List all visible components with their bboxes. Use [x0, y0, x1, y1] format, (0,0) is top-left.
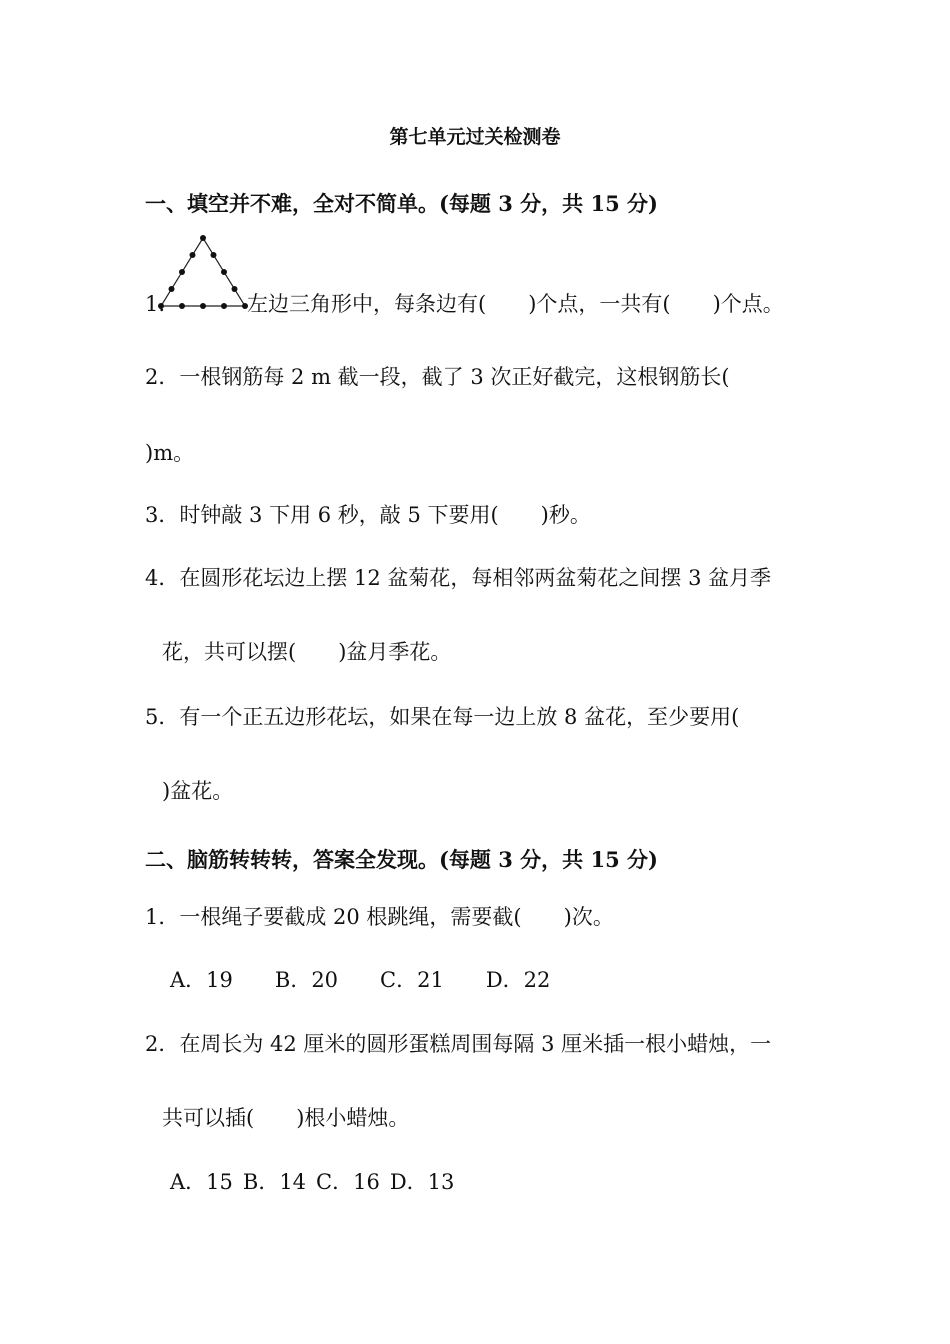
- question-1-4-line-1: 4．在圆形花坛边上摆 12 盆菊花，每相邻两盆菊花之间摆 3 盆月季: [145, 566, 772, 590]
- question-1-1-number: 1.: [145, 292, 166, 316]
- question-1-2-line-1: 2．一根钢筋每 2 m 截一段，截了 3 次正好截完，这根钢筋长(: [145, 365, 730, 389]
- option-d: D．13: [389, 1170, 455, 1194]
- question-2-2-line-2: 共可以插( )根小蜡烛。: [162, 1106, 410, 1130]
- option-a: A．19: [170, 968, 233, 992]
- question-2-2-options: [170, 1172, 464, 1193]
- question-2-2-line-1: 2．在周长为 42 厘米的圆形蛋糕周围每隔 3 厘米插一根小蜡烛，一: [145, 1032, 772, 1056]
- dotted-triangle-figure: [157, 233, 249, 313]
- question-1-5-line-2: )盆花。: [162, 779, 234, 803]
- option-d: D．22: [485, 968, 551, 992]
- question-1-2-line-2: )m。: [145, 441, 195, 465]
- question-1-1: 左边三角形中，每条边有( )个点，一共有( )个点。: [247, 292, 784, 316]
- section-1-heading: 一、填空并不难，全对不简单。(每题 3 分，共 15 分): [145, 191, 658, 216]
- question-1-4-line-2: 花，共可以摆( )盆月季花。: [162, 640, 452, 664]
- option-b: B．14: [242, 1170, 307, 1194]
- question-1-5-line-1: 5．有一个正五边形花坛，如果在每一边上放 8 盆花，至少要用(: [145, 705, 740, 729]
- option-b: B．20: [274, 968, 339, 992]
- page-title: 第七单元过关检测卷: [389, 126, 561, 148]
- question-2-1: 1．一根绳子要截成 20 根跳绳，需要截( )次。: [145, 905, 614, 929]
- option-c: C．21: [380, 968, 444, 992]
- option-c: C．16: [316, 1170, 380, 1194]
- section-2-heading: 二、脑筋转转转，答案全发现。(每题 3 分，共 15 分): [145, 847, 658, 872]
- option-a: A．15: [170, 1170, 233, 1194]
- question-2-1-options: [170, 970, 592, 991]
- question-1-3: 3．时钟敲 3 下用 6 秒，敲 5 下要用( )秒。: [145, 503, 591, 527]
